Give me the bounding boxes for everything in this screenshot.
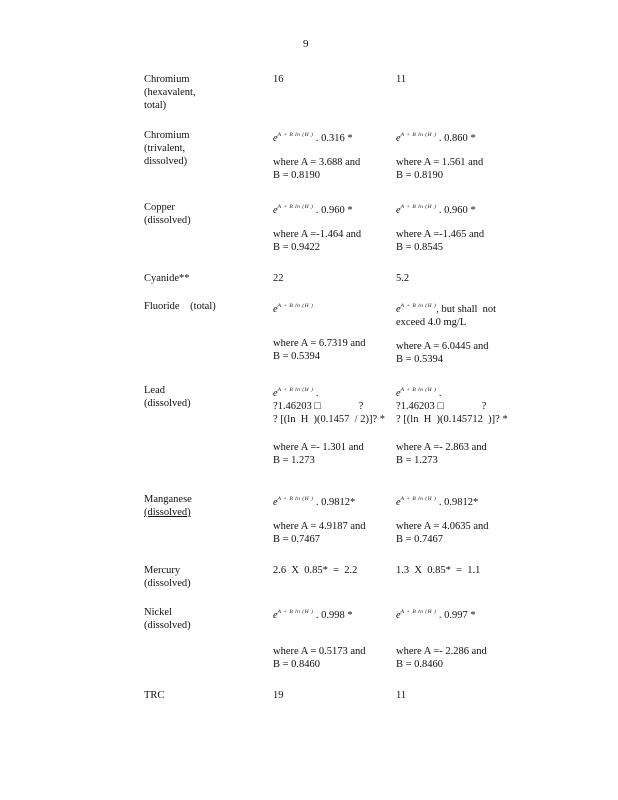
acute-formula [273,606,383,671]
text-line [396,400,508,413]
chronic-value: 11 [396,690,407,701]
text-line: B = 1.273 [396,455,438,466]
text-line: □ [314,401,321,412]
text-line [396,217,508,228]
text-line: 0.960 * [444,205,476,216]
acute-formula [273,300,383,363]
text-line: e [396,610,401,621]
text-line: ? [396,401,401,412]
exponent-text: A + B ln (H ) [277,387,314,393]
text-line: where A = 1.561 and [396,157,484,168]
exponent-text: A + B ln (H ) [400,609,437,615]
text-line: where A =- 1.301 and [273,442,364,453]
text-line [273,622,383,645]
text-line: e [273,388,278,399]
text-line: [(ln H )(0.145712 )] [403,414,496,425]
text-line: (dissolved) [144,398,191,409]
chronic-value: 11 [396,74,407,85]
text-line: B = 0.9422 [273,242,321,253]
text-line [396,622,508,645]
text-line: where A =-1.464 and [273,229,362,240]
text-line: ? [396,414,401,425]
text-line: e [396,304,401,315]
text-line: Copper [144,202,175,213]
text-line [396,509,508,520]
text-line [396,300,508,316]
text-line: e [396,133,401,144]
text-line: . [438,497,442,508]
exponent-text: A + B ln (H ) [400,303,437,309]
parameter-name [144,564,254,590]
chronic-formula [396,201,508,254]
text-line [396,413,508,426]
text-line: B = 1.273 [273,455,315,466]
text-line: B = 0.5394 [273,351,321,362]
text-line [396,384,508,400]
text-line: Mercury [144,565,181,576]
parameter-name [144,384,254,410]
exponent-text: A + B ln (H ) [400,204,437,210]
text-line [396,129,508,145]
text-line: B = 0.7467 [273,534,321,545]
parameter-name: Fluoride (total) [144,301,216,312]
text-line: Nickel [144,607,172,618]
chronic-formula [396,606,508,671]
text-line: B = 0.8190 [273,170,321,181]
exponent-text: A + B ln (H ) [277,303,314,309]
text-line [273,606,383,622]
text-line: (dissolved) [144,620,191,631]
text-line [273,400,383,413]
acute-formula [273,384,383,467]
text-line: where A =- 2.863 and [396,442,487,453]
parameter-name [144,493,254,519]
text-line: where A =- 2.286 and [396,646,487,657]
exponent-text: A + B ln (H ) [277,609,314,615]
parameter-name: TRC [144,690,165,701]
text-line: exceed 4.0 mg/L [396,317,467,328]
text-line: ? [495,414,500,425]
exponent-text: A + B ln (H ) [400,496,437,502]
text-line [273,426,383,441]
text-line: (dissolved) [144,215,191,226]
text-line: where A = 0.5173 and [273,646,366,657]
text-line: e [273,610,278,621]
parameter-name [144,606,254,632]
text-line: ? [273,414,278,425]
text-line: e [396,388,401,399]
text-line [273,300,383,316]
text-line: where A = 6.7319 and [273,338,366,349]
text-line: ? [372,414,378,425]
exponent-text: A + B ln (H ) [277,132,314,138]
parameter-name [144,201,254,227]
text-line: e [273,304,278,315]
text-line [273,493,383,509]
text-line: 0.998 * [321,610,353,621]
text-line [396,606,508,622]
exponent-text: A + B ln (H ) [400,387,437,393]
text-line: * [502,414,508,425]
text-line: (dissolved) [144,507,191,518]
text-line: Chromium [144,74,190,85]
text-line [273,413,383,426]
text-line: . [438,610,442,621]
text-line: where A = 6.0445 and [396,341,489,352]
acute-value: 22 [273,273,284,284]
text-line [273,217,383,228]
text-line: (trivalent, [144,143,186,154]
text-line: dissolved) [144,156,188,167]
chronic-formula [396,129,508,182]
text-line: 0.9812* [444,497,479,508]
text-line: □ [437,401,444,412]
chronic-formula [396,384,508,467]
acute-formula [273,201,383,254]
text-line: ? [273,401,278,412]
text-line [396,329,508,340]
text-line: Lead [144,385,165,396]
exponent-text: A + B ln (H ) [400,132,437,138]
text-line: . [438,205,442,216]
parameter-name: Cyanide** [144,273,190,284]
text-line: . [315,388,319,399]
text-line: e [396,205,401,216]
text-line: Chromium [144,130,190,141]
text-line: , but shall not [436,304,497,315]
acute-value: 16 [273,74,284,85]
text-line: B = 0.8460 [273,659,321,670]
text-line [396,493,508,509]
text-line: B = 0.8190 [396,170,444,181]
text-line: B = 0.5394 [396,354,444,365]
text-line: B = 0.7467 [396,534,444,545]
text-line: . [315,610,319,621]
text-line: 0.9812* [321,497,356,508]
text-line: (hexavalent, [144,87,196,98]
acute-formula [273,129,383,182]
text-line [273,316,383,337]
text-line: where A = 4.9187 and [273,521,366,532]
text-line: total) [144,100,167,111]
acute-value: 19 [273,690,284,701]
text-line: . [315,205,319,216]
exponent-text: A + B ln (H ) [277,204,314,210]
text-line: 0.960 * [321,205,353,216]
page-number: 9 [303,38,309,50]
text-line: ? [358,401,364,412]
text-line: . [315,133,319,144]
text-line: . [438,388,442,399]
text-line: B = 0.8460 [396,659,444,670]
acute-value: 2.6 X 0.85* = 2.2 [273,565,358,576]
text-line: e [396,497,401,508]
text-line: B = 0.8545 [396,242,444,253]
text-line: ? [481,401,487,412]
text-line [273,129,383,145]
text-line: * [379,414,385,425]
text-line [273,509,383,520]
exponent-text: A + B ln (H ) [277,496,314,502]
parameter-name [144,129,254,168]
text-line: e [273,205,278,216]
text-line: . [438,133,442,144]
text-line [396,426,508,441]
text-line: where A =-1.465 and [396,229,485,240]
text-line: where A = 3.688 and [273,157,361,168]
text-line: 0.997 * [444,610,476,621]
text-line: e [273,133,278,144]
text-line: [(ln H )(0.1457 / 2)] [280,414,373,425]
text-line: 0.316 * [321,133,353,144]
text-line [273,145,383,156]
text-line: (dissolved) [144,578,191,589]
acute-formula [273,493,383,546]
text-line [396,145,508,156]
text-line: 1.46203 [400,401,435,412]
chronic-value: 5.2 [396,273,410,284]
text-line [396,201,508,217]
chronic-formula [396,493,508,546]
text-line: 0.860 * [444,133,476,144]
text-line [273,201,383,217]
text-line: e [273,497,278,508]
chronic-value: 1.3 X 0.85* = 1.1 [396,565,481,576]
chronic-formula [396,300,508,366]
text-line [273,384,383,400]
text-line: 1.46203 [277,401,312,412]
text-line: where A = 4.0635 and [396,521,489,532]
text-line: . [315,497,319,508]
parameter-name [144,73,254,112]
text-line: Manganese [144,494,192,505]
